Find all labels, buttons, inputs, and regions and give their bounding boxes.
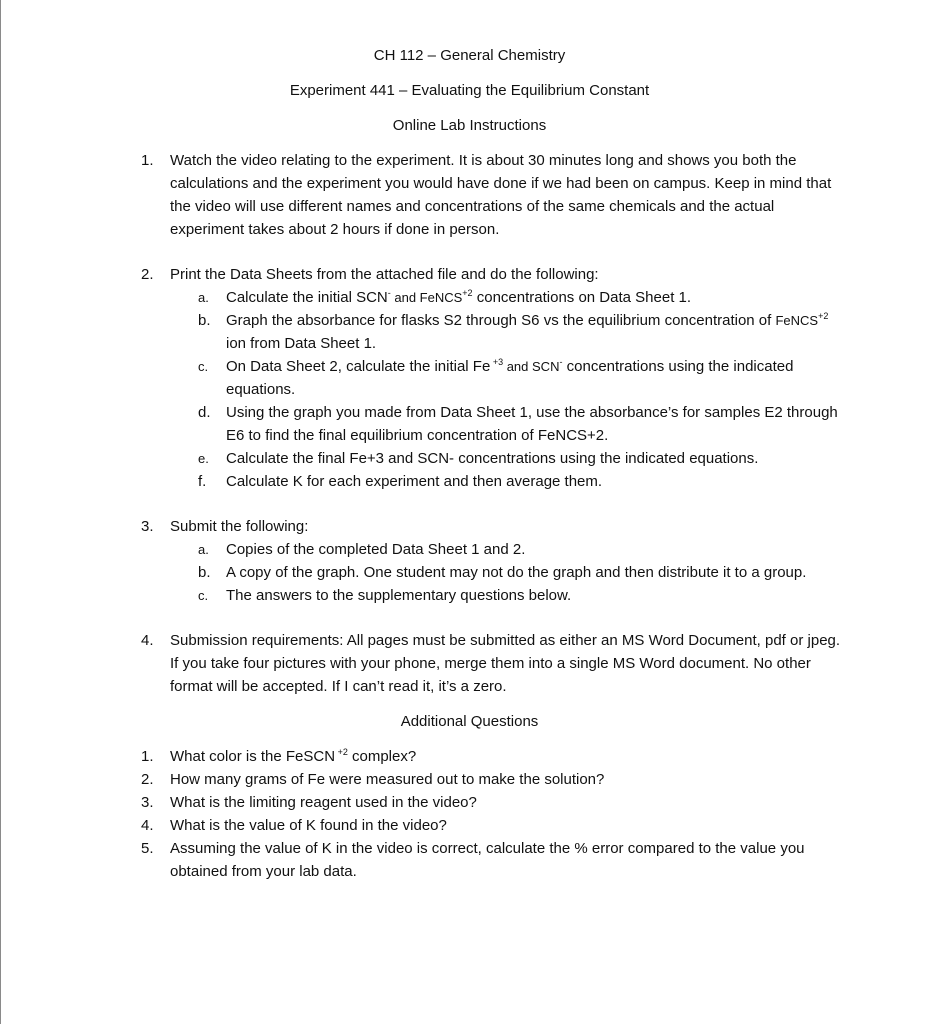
sub-item-2f bbox=[0, 470, 846, 493]
experiment-title: Experiment 441 – Evaluating the Equilibrium Constant bbox=[289, 82, 650, 99]
instruction-text: Submit the following: bbox=[170, 518, 309, 535]
sub-item-2d bbox=[0, 401, 846, 447]
sub-item-2c bbox=[0, 355, 846, 401]
superscript: +3 bbox=[490, 357, 504, 367]
question-item-1 bbox=[0, 745, 850, 768]
document-page bbox=[0, 44, 939, 883]
sub-item-letter: e. bbox=[198, 451, 209, 466]
question-item-2 bbox=[0, 768, 850, 791]
sub-item-letter: b. bbox=[198, 312, 211, 329]
instruction-item-1 bbox=[0, 149, 850, 241]
question-number: 3. bbox=[141, 794, 154, 811]
sub-item-text: concentrations using the indicated equations. bbox=[226, 358, 794, 398]
instruction-text: Submission requirements: All pages must be submitted as either an MS Word Document, pdf or jpeg. If you take four pictures with your phone, merge them into a single MS Word document. No other format will be accepted. If I can’t read it, it’s a zero. bbox=[170, 632, 841, 695]
course-title: CH 112 – General Chemistry bbox=[373, 47, 566, 64]
instruction-text: Watch the video relating to the experiment. It is about 30 minutes long and shows you both the calculations and the experiment you would have done if we had been on campus. Keep in mind that the video will use different names and concentrations of the same chemicals and the actual experiment takes about 2 hours if done in person. bbox=[170, 152, 832, 238]
sub-item-letter: b. bbox=[198, 564, 211, 581]
instruction-text: Print the Data Sheets from the attached file and do the following: bbox=[170, 266, 599, 283]
sub-item-text: Copies of the completed Data Sheet 1 and 2. bbox=[226, 541, 526, 558]
sub-item-letter: a. bbox=[198, 542, 209, 557]
sub-item-2a bbox=[0, 286, 846, 309]
question-number: 1. bbox=[141, 748, 154, 765]
sub-item-text: Calculate the initial SCN bbox=[226, 289, 388, 306]
sub-item-text: On Data Sheet 2, calculate the initial Fe bbox=[226, 358, 491, 375]
sub-item-letter: d. bbox=[198, 404, 211, 421]
question-text: How many grams of Fe were measured out to make the solution? bbox=[170, 771, 605, 788]
sub-item-text: Calculate K for each experiment and then average them. bbox=[226, 473, 603, 490]
instruction-number: 3. bbox=[141, 518, 154, 535]
question-text: What is the limiting reagent used in the video? bbox=[170, 794, 477, 811]
sub-item-text: and FeNCS bbox=[390, 290, 463, 305]
superscript: +2 bbox=[335, 747, 348, 757]
sub-item-text: The answers to the supplementary questions below. bbox=[226, 587, 572, 604]
question-item-4 bbox=[0, 814, 850, 837]
question-text: What is the value of K found in the video? bbox=[170, 817, 447, 834]
sub-item-letter: c. bbox=[198, 588, 209, 603]
instruction-item-3 bbox=[0, 515, 850, 538]
sub-item-3c bbox=[0, 584, 846, 607]
sub-item-text: Using the graph you made from Data Sheet 1, use the absorbance’s for samples E2 through E6 to find the final equilibrium concentration of FeNCS+2. bbox=[226, 404, 838, 444]
superscript: +2 bbox=[818, 311, 829, 321]
sub-item-3b bbox=[0, 561, 846, 584]
sub-item-text: Graph the absorbance for flasks S2 through S6 vs the equilibrium concentration of bbox=[226, 312, 776, 329]
question-text: complex? bbox=[347, 748, 417, 765]
instructions-subtitle: Online Lab Instructions bbox=[392, 117, 547, 134]
question-item-3 bbox=[0, 791, 850, 814]
instruction-number: 1. bbox=[141, 152, 154, 169]
sub-item-text: and SCN bbox=[503, 359, 560, 374]
sub-item-text: FeNCS bbox=[775, 313, 819, 328]
superscript: - bbox=[559, 357, 563, 367]
instruction-item-2 bbox=[0, 263, 850, 286]
sub-item-3a bbox=[0, 538, 846, 561]
sub-item-letter: a. bbox=[198, 290, 209, 305]
instruction-number: 2. bbox=[141, 266, 154, 283]
question-text: Assuming the value of K in the video is correct, calculate the % error compared to the value you obtained from your lab data. bbox=[170, 840, 805, 880]
question-item-5 bbox=[0, 837, 850, 883]
sub-item-text: Calculate the final Fe+3 and SCN- concentrations using the indicated equations. bbox=[226, 450, 759, 467]
sub-item-2b bbox=[0, 309, 846, 355]
sub-item-text: concentrations on Data Sheet 1. bbox=[472, 289, 692, 306]
question-number: 2. bbox=[141, 771, 154, 788]
superscript: +2 bbox=[462, 288, 473, 298]
additional-questions-title: Additional Questions bbox=[400, 713, 539, 730]
sub-item-letter: f. bbox=[198, 473, 207, 490]
instruction-item-4 bbox=[0, 629, 850, 698]
sub-item-2e bbox=[0, 447, 846, 470]
instruction-number: 4. bbox=[141, 632, 154, 649]
sub-item-text: ion from Data Sheet 1. bbox=[226, 335, 377, 352]
question-text: What color is the FeSCN bbox=[170, 748, 336, 765]
question-number: 5. bbox=[141, 840, 154, 857]
question-number: 4. bbox=[141, 817, 154, 834]
sub-item-letter: c. bbox=[198, 359, 209, 374]
sub-item-text: A copy of the graph. One student may not do the graph and then distribute it to a group. bbox=[226, 564, 807, 581]
superscript: - bbox=[387, 288, 391, 298]
